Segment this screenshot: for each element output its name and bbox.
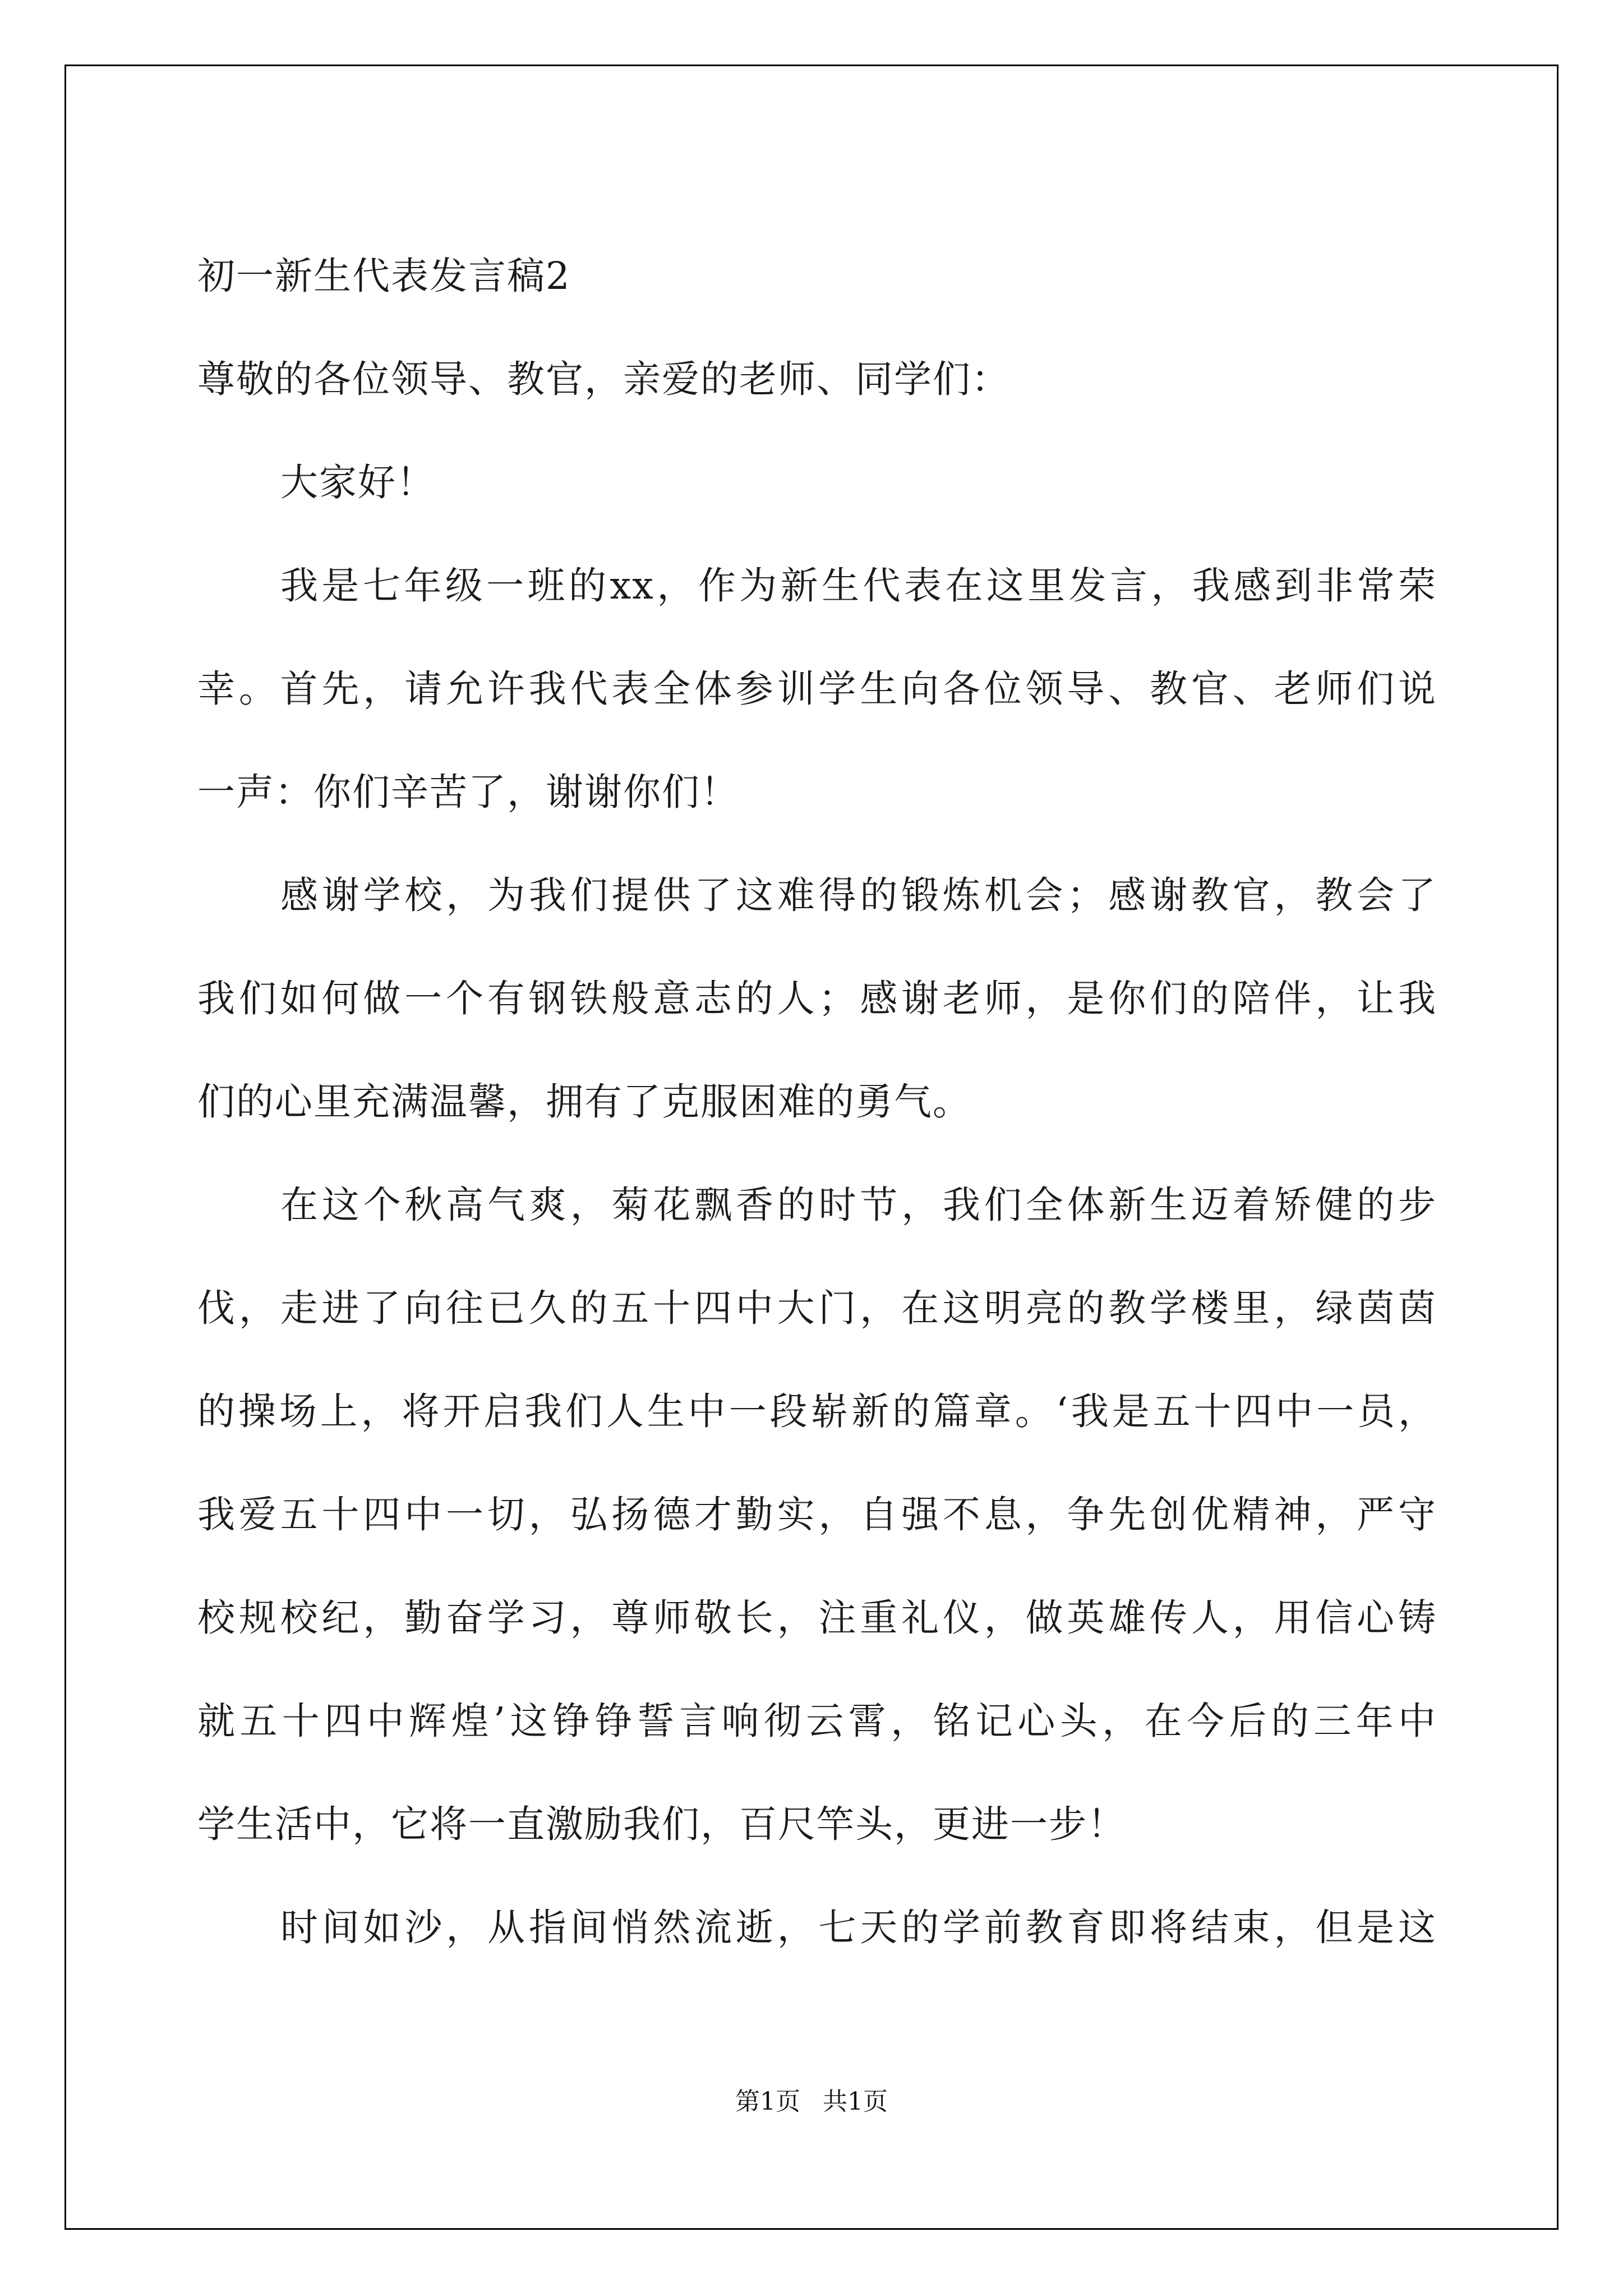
document-body xyxy=(197,224,1437,1979)
body-line: 在这个秋高气爽，菊花飘香的时节，我们全体新生迈着矫健的步 xyxy=(280,1183,1437,1227)
page-total: 共1页 xyxy=(823,2087,888,2116)
body-line: 感谢学校，为我们提供了这难得的锻炼机会；感谢教官，教会了 xyxy=(280,873,1437,917)
body-line: 我爱五十四中一切，弘扬德才勤实，自强不息，争先创优精神，严守 xyxy=(197,1493,1437,1536)
body-line: 的操场上，将开启我们人生中一段崭新的篇章。‘我是五十四中一员， xyxy=(197,1389,1437,1433)
body-text xyxy=(197,431,1437,1979)
body-line: 我们如何做一个有钢铁般意志的人；感谢老师，是你们的陪伴，让我 xyxy=(197,977,1437,1020)
body-line: 大家好！ xyxy=(280,461,435,504)
body-line: 们的心里充满温馨，拥有了克服困难的勇气。 xyxy=(197,1080,971,1124)
body-line: 学生活中，它将一直激励我们，百尺竿头，更进一步！ xyxy=(197,1802,1126,1846)
body-line: 一声：你们辛苦了，谢谢你们！ xyxy=(197,770,739,814)
page-footer xyxy=(0,2081,1623,2117)
salutation: 尊敬的各位领导、教官，亲爱的老师、同学们： xyxy=(197,357,1010,401)
document-title: 初一新生代表发言稿2 xyxy=(197,254,571,298)
body-line: 时间如沙，从指间悄然流逝，七天的学前教育即将结束，但是这 xyxy=(280,1906,1437,1949)
body-line: 幸。首先，请允许我代表全体参训学生向各位领导、教官、老师们说 xyxy=(197,667,1437,711)
body-line: 我是七年级一班的xx，作为新生代表在这里发言，我感到非常荣 xyxy=(280,564,1437,608)
body-line: 就五十四中辉煌’这铮铮誓言响彻云霄，铭记心头，在今后的三年中 xyxy=(197,1699,1437,1743)
body-line: 校规校纪，勤奋学习，尊师敬长，注重礼仪，做英雄传人，用信心铸 xyxy=(197,1596,1437,1640)
body-line: 伐，走进了向往已久的五十四中大门，在这明亮的教学楼里，绿茵茵 xyxy=(197,1286,1437,1330)
page-number: 第1页 xyxy=(735,2087,800,2116)
